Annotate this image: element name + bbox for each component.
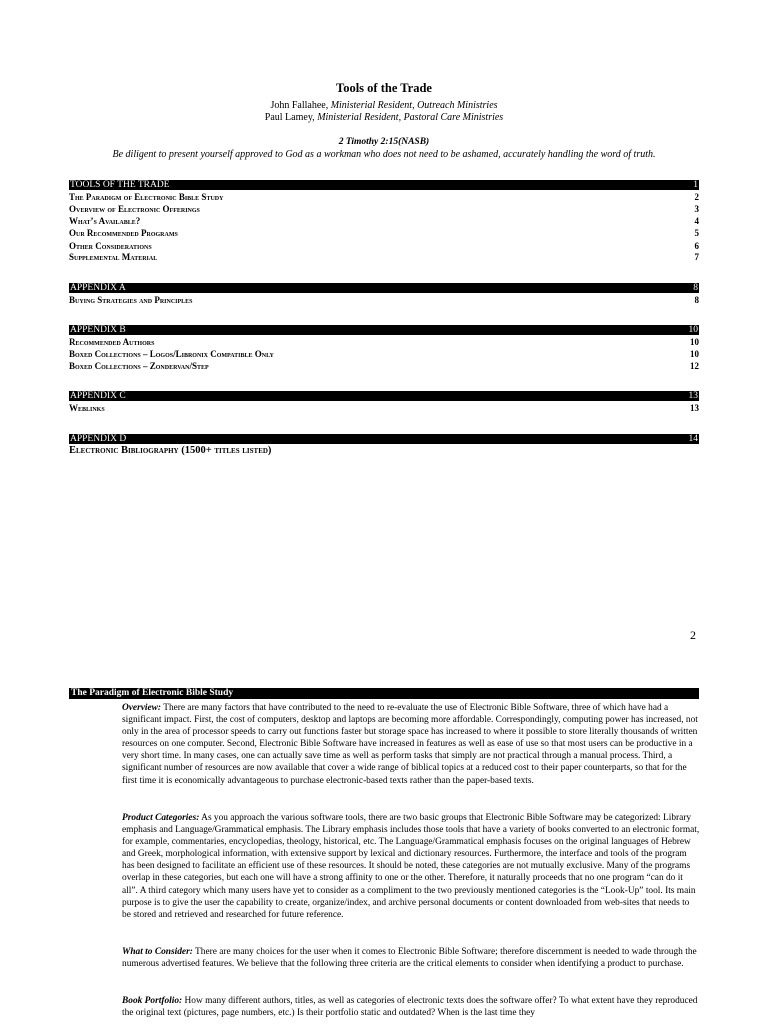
toc-entry[interactable] <box>69 227 699 239</box>
author-name: Paul Lamey, <box>264 112 318 123</box>
section-heading: The Paradigm of Electronic Bible Study <box>69 688 699 699</box>
toc-entry-label: Overview of Electronic Offerings <box>69 204 200 214</box>
toc-entry-label: Boxed Collections – Logos/Libronix Compatible Only <box>69 349 274 359</box>
toc-entry-label: Buying Strategies and Principles <box>69 295 193 305</box>
toc-entry-label: The Paradigm of Electronic Bible Study <box>69 192 224 202</box>
paragraph-body: There are many factors that have contributed to the need to re-evaluate the use of Electronic Bible Software, three of which have had a significant impact. First, the cost of computers, desktop and laptops are becoming more affordable. Correspondingly, computing power has increased, not only in the area of processor speeds to carry out functions faster but storage space has increased to where it possible to store literally thousands of written resources on one computer. Second, Electronic Bible Software have increased in features as well as ease of use so that most users can be productive in a very short time. In many cases, one can actually save time as well as perform tasks that simply are not practical through a manual process. Third, a significant number of resources are now available that cover a wide range of biblical topics at a reduced cost to their paper counterparts, so that for the first time it is economically advantageous to purchase electronic-based texts rather than the paper-based texts. <box>122 703 698 786</box>
verse-reference: 2 Timothy 2:15(NASB) <box>338 137 430 147</box>
toc-entry-label: Electronic Bibliography (1500+ titles listed) <box>69 445 272 456</box>
toc-entry-page: 5 <box>694 228 699 238</box>
paragraph-lead: Product Categories: <box>122 813 200 823</box>
toc-entry-page: 6 <box>694 241 699 251</box>
toc-heading-label: TOOLS OF THE TRADE <box>70 180 170 190</box>
toc-heading-page: 1 <box>693 180 698 190</box>
toc-heading-appendix-c[interactable] <box>69 391 699 401</box>
document-title: Tools of the Trade <box>336 81 432 95</box>
toc-entry-page: 4 <box>694 216 699 226</box>
toc-entry-label: Supplemental Material <box>69 252 158 262</box>
toc-heading-page: 14 <box>688 434 698 444</box>
toc-heading-page: 10 <box>688 325 698 335</box>
toc-entry-page: 10 <box>690 349 699 359</box>
author-line <box>0 100 768 111</box>
toc-entry[interactable] <box>69 294 699 306</box>
page-number: 2 <box>690 628 696 642</box>
toc-entry-page: 10 <box>690 337 699 347</box>
paragraph-product-categories <box>122 812 700 921</box>
paragraph-overview <box>122 702 700 787</box>
toc-heading-appendix-d[interactable] <box>69 434 699 444</box>
author-role: Ministerial Resident, Pastoral Care Ministries <box>317 112 504 123</box>
paragraph-body: How many different authors, titles, as well as categories of electronic texts does the software offer? To what extent have they reproduced the original text (pictures, page numbers, etc.) Is their portfolio static and outdated? When is the last time they <box>122 996 698 1019</box>
toc-entry[interactable] <box>69 402 699 414</box>
toc-heading-appendix-a[interactable] <box>69 283 699 293</box>
toc-entry-page: 7 <box>694 252 699 262</box>
paragraph-lead: Book Portfolio: <box>122 996 183 1006</box>
paragraph-body: There are many choices for the user when it comes to Electronic Bible Software; therefore discernment is needed to wade through the numerous advertised features. We believe that the following three criteria are the critical elements to consider when identifying a product to purchase. <box>122 947 697 970</box>
author-name: John Fallahee, <box>270 100 331 111</box>
toc-heading-page: 13 <box>688 391 698 401</box>
toc-entry-label: Weblinks <box>69 403 105 413</box>
toc-heading-label: APPENDIX A <box>70 283 126 293</box>
toc-entry[interactable] <box>69 251 699 263</box>
toc-entry-label: Boxed Collections – Zondervan/Step <box>69 361 209 371</box>
author-role: Ministerial Resident, Outreach Ministries <box>330 100 498 111</box>
toc-entry[interactable] <box>69 360 699 372</box>
toc-heading-page: 8 <box>693 283 698 293</box>
toc-entry[interactable] <box>69 215 699 227</box>
toc-entry-page: 13 <box>690 403 699 413</box>
toc-heading-label: APPENDIX B <box>70 325 126 335</box>
paragraph-what-to-consider <box>122 946 700 970</box>
toc-heading-tools[interactable] <box>69 180 699 190</box>
toc-entry[interactable] <box>69 348 699 360</box>
toc-entry[interactable] <box>69 191 699 203</box>
toc-heading-appendix-b[interactable] <box>69 325 699 335</box>
toc-entry-label: What’s Available? <box>69 216 141 226</box>
paragraph-lead: What to Consider: <box>122 947 193 957</box>
paragraph-book-portfolio <box>122 995 700 1019</box>
toc-heading-label: APPENDIX D <box>70 434 127 444</box>
toc-entry[interactable] <box>69 445 699 457</box>
toc-entry[interactable] <box>69 203 699 215</box>
toc-entry-page: 12 <box>690 361 699 371</box>
toc-entry-page: 8 <box>694 295 699 305</box>
toc-entry-label: Recommended Authors <box>69 337 155 347</box>
verse-text: Be diligent to present yourself approved to God as a workman who does not need to be ashamed, accurately handling the word of truth. <box>112 149 656 160</box>
author-line <box>0 112 768 123</box>
paragraph-body: As you approach the various software tools, there are two basic groups that Electronic Bible Software may be categorized: Library emphasis and Language/Grammatical emphasis. The Library emphasis includes those tools that have a variety of books converted to an electronic format, for example, commentaries, encyclopedias, theology, historical, etc. The Language/Grammatical emphasis focuses on the original languages of Hebrew and Greek, morphological information, with extensive support by lexical and dictionary resources. Furthermore, the interface and tools of the program has been designed to facilitate an efficient use of these resources. It should be noted, these categories are not mutually exclusive. Many of the programs overlap in these categories, but each one will have a strong affinity to one or the other. Therefore, it naturally proceeds that no one program “can do it all”. A third category which many users have yet to consider as a compliment to the two previously mentioned categories is the “Look-Up” tool. Its main purpose is to give the user the capability to create, organize/index, and archive personal documents or content downloaded from web-sites that needs to be stored and retrieved and researched for future reference. <box>122 813 700 920</box>
toc-entry[interactable] <box>69 336 699 348</box>
toc-entry-page: 2 <box>694 192 699 202</box>
toc-heading-label: APPENDIX C <box>70 391 126 401</box>
toc-entry-label: Our Recommended Programs <box>69 228 178 238</box>
toc-entry-label: Other Considerations <box>69 241 152 251</box>
paragraph-lead: Overview: <box>122 703 162 713</box>
toc-entry-page: 3 <box>694 204 699 214</box>
